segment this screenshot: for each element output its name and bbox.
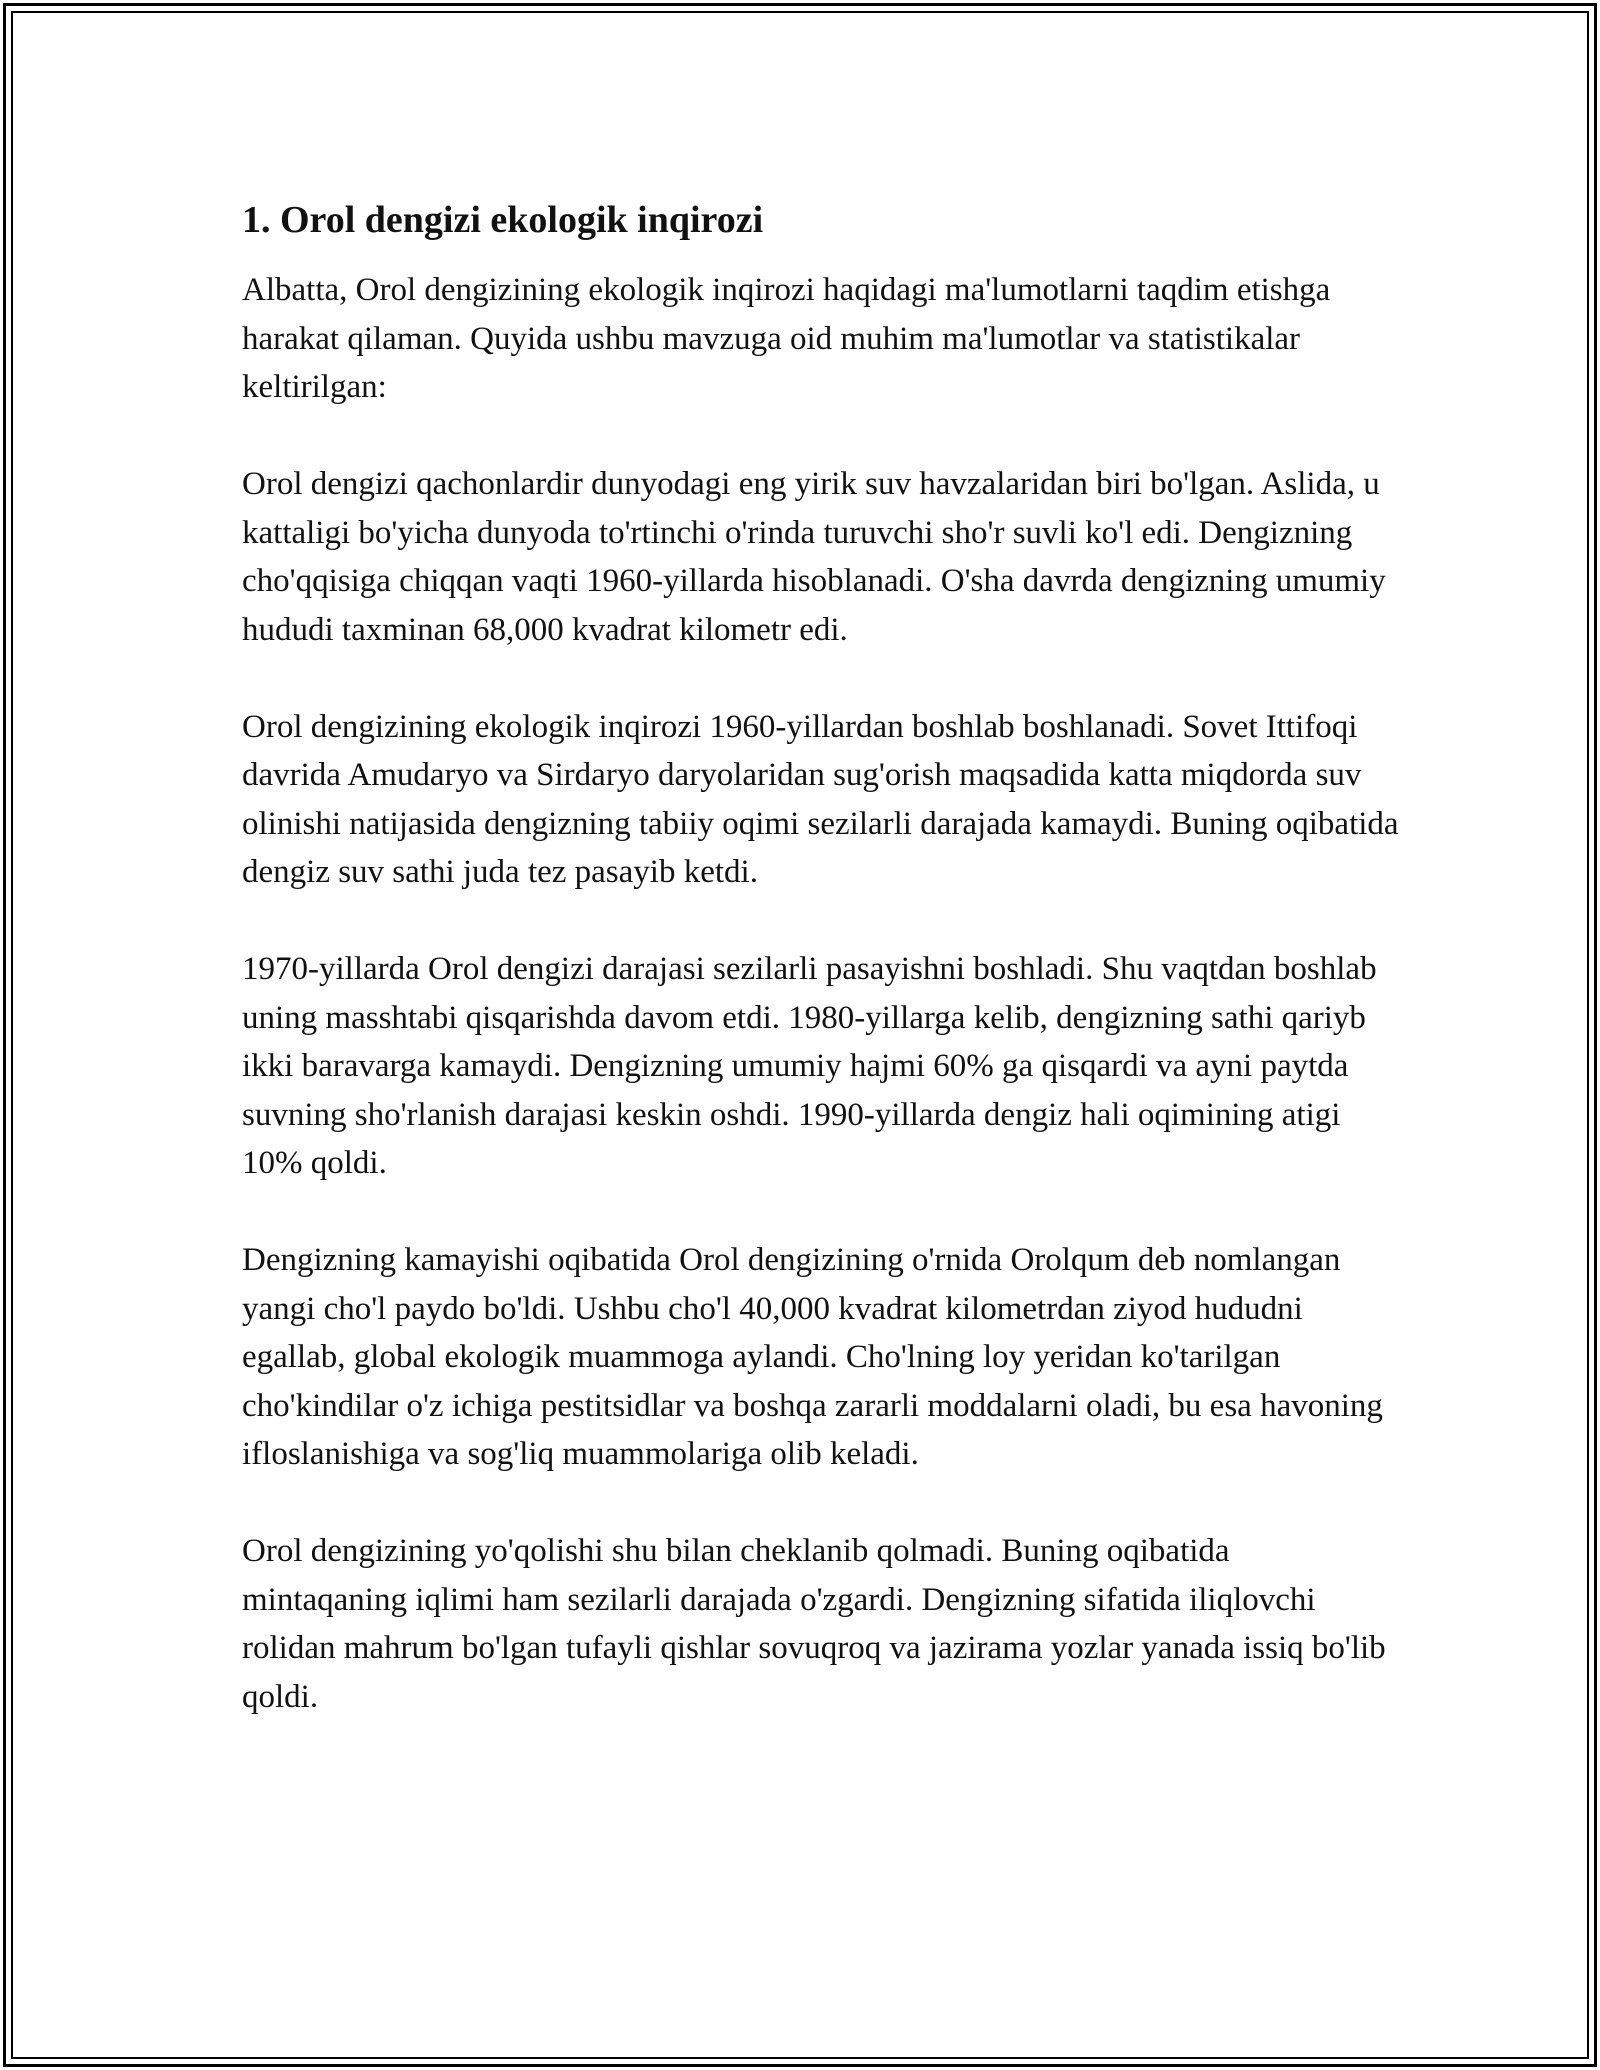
page-frame: [3, 3, 1597, 2067]
paragraph-intro: Albatta, Orol dengizining ekologik inqirozi haqidagi ma'lumotlarni taqdim etishga harakat qilaman. Quyida ushbu mavzuga oid muhim ma'lumotlar va statistikalar keltirilgan:: [242, 272, 1331, 405]
paragraph-desert: Dengizning kamayishi oqibatida Orol dengizining o'rnida Orolqum deb nomlangan yangi cho'l paydo bo'ldi. Ushbu cho'l 40,000 kvadrat kilometrdan ziyod hududni egallab, global ekologik muammoga aylandi. Cho'lning loy yeridan ko'tarilgan cho'kindilar o'z ichiga pestitsidlar va boshqa zararli moddalarni oladi, bu esa havoning ifloslanishiga va sog'liq muammolariga olib keladi.: [242, 1242, 1383, 1472]
paragraph-decline: 1970-yillarda Orol dengizi darajasi sezilarli pasayishni boshladi. Shu vaqtdan boshlab uning masshtabi qisqarishda davom etdi. 1980-yillarga kelib, dengizning sathi qariyb ikki baravarga kamaydi. Dengizning umumiy hajmi 60% ga qisqardi va ayni paytda suvning sho'rlanish darajasi keskin oshdi. 1990-yillarda dengiz hali oqimining atigi 10% qoldi.: [242, 951, 1377, 1181]
paragraph-history: Orol dengizi qachonlardir dunyodagi eng yirik suv havzalaridan biri bo'lgan. Aslida, u kattaligi bo'yicha dunyoda to'rtinchi o'rinda turuvchi sho'r suvli ko'l edi. Dengizning cho'qqisiga chiqqan vaqti 1960-yillarda hisoblanadi. O'sha davrda dengizning umumiy hududi taxminan 68,000 kvadrat kilometr edi.: [242, 466, 1386, 648]
paragraph-crisis-start: Orol dengizining ekologik inqirozi 1960-yillardan boshlab boshlanadi. Sovet Ittifoqi davrida Amudaryo va Sirdaryo daryolaridan sug'orish maqsadida katta miqdorda suv olinishi natijasida dengizning tabiiy oqimi sezilarli darajada kamaydi. Buning oqibatida dengiz suv sathi juda tez pasayib ketdi.: [242, 708, 1399, 890]
document-title: 1. Orol dengizi ekologik inqirozi: [242, 199, 764, 241]
paragraph-climate: Orol dengizining yo'qolishi shu bilan cheklanib qolmadi. Buning oqibatida mintaqaning iqlimi ham sezilarli darajada o'zgardi. Dengizning sifatida iliqlovchi rolidan mahrum bo'lgan tufayli qishlar sovuqroq va jazirama yozlar yanada issiq bo'lib qoldi.: [242, 1533, 1386, 1715]
document-body: [242, 196, 1402, 1770]
